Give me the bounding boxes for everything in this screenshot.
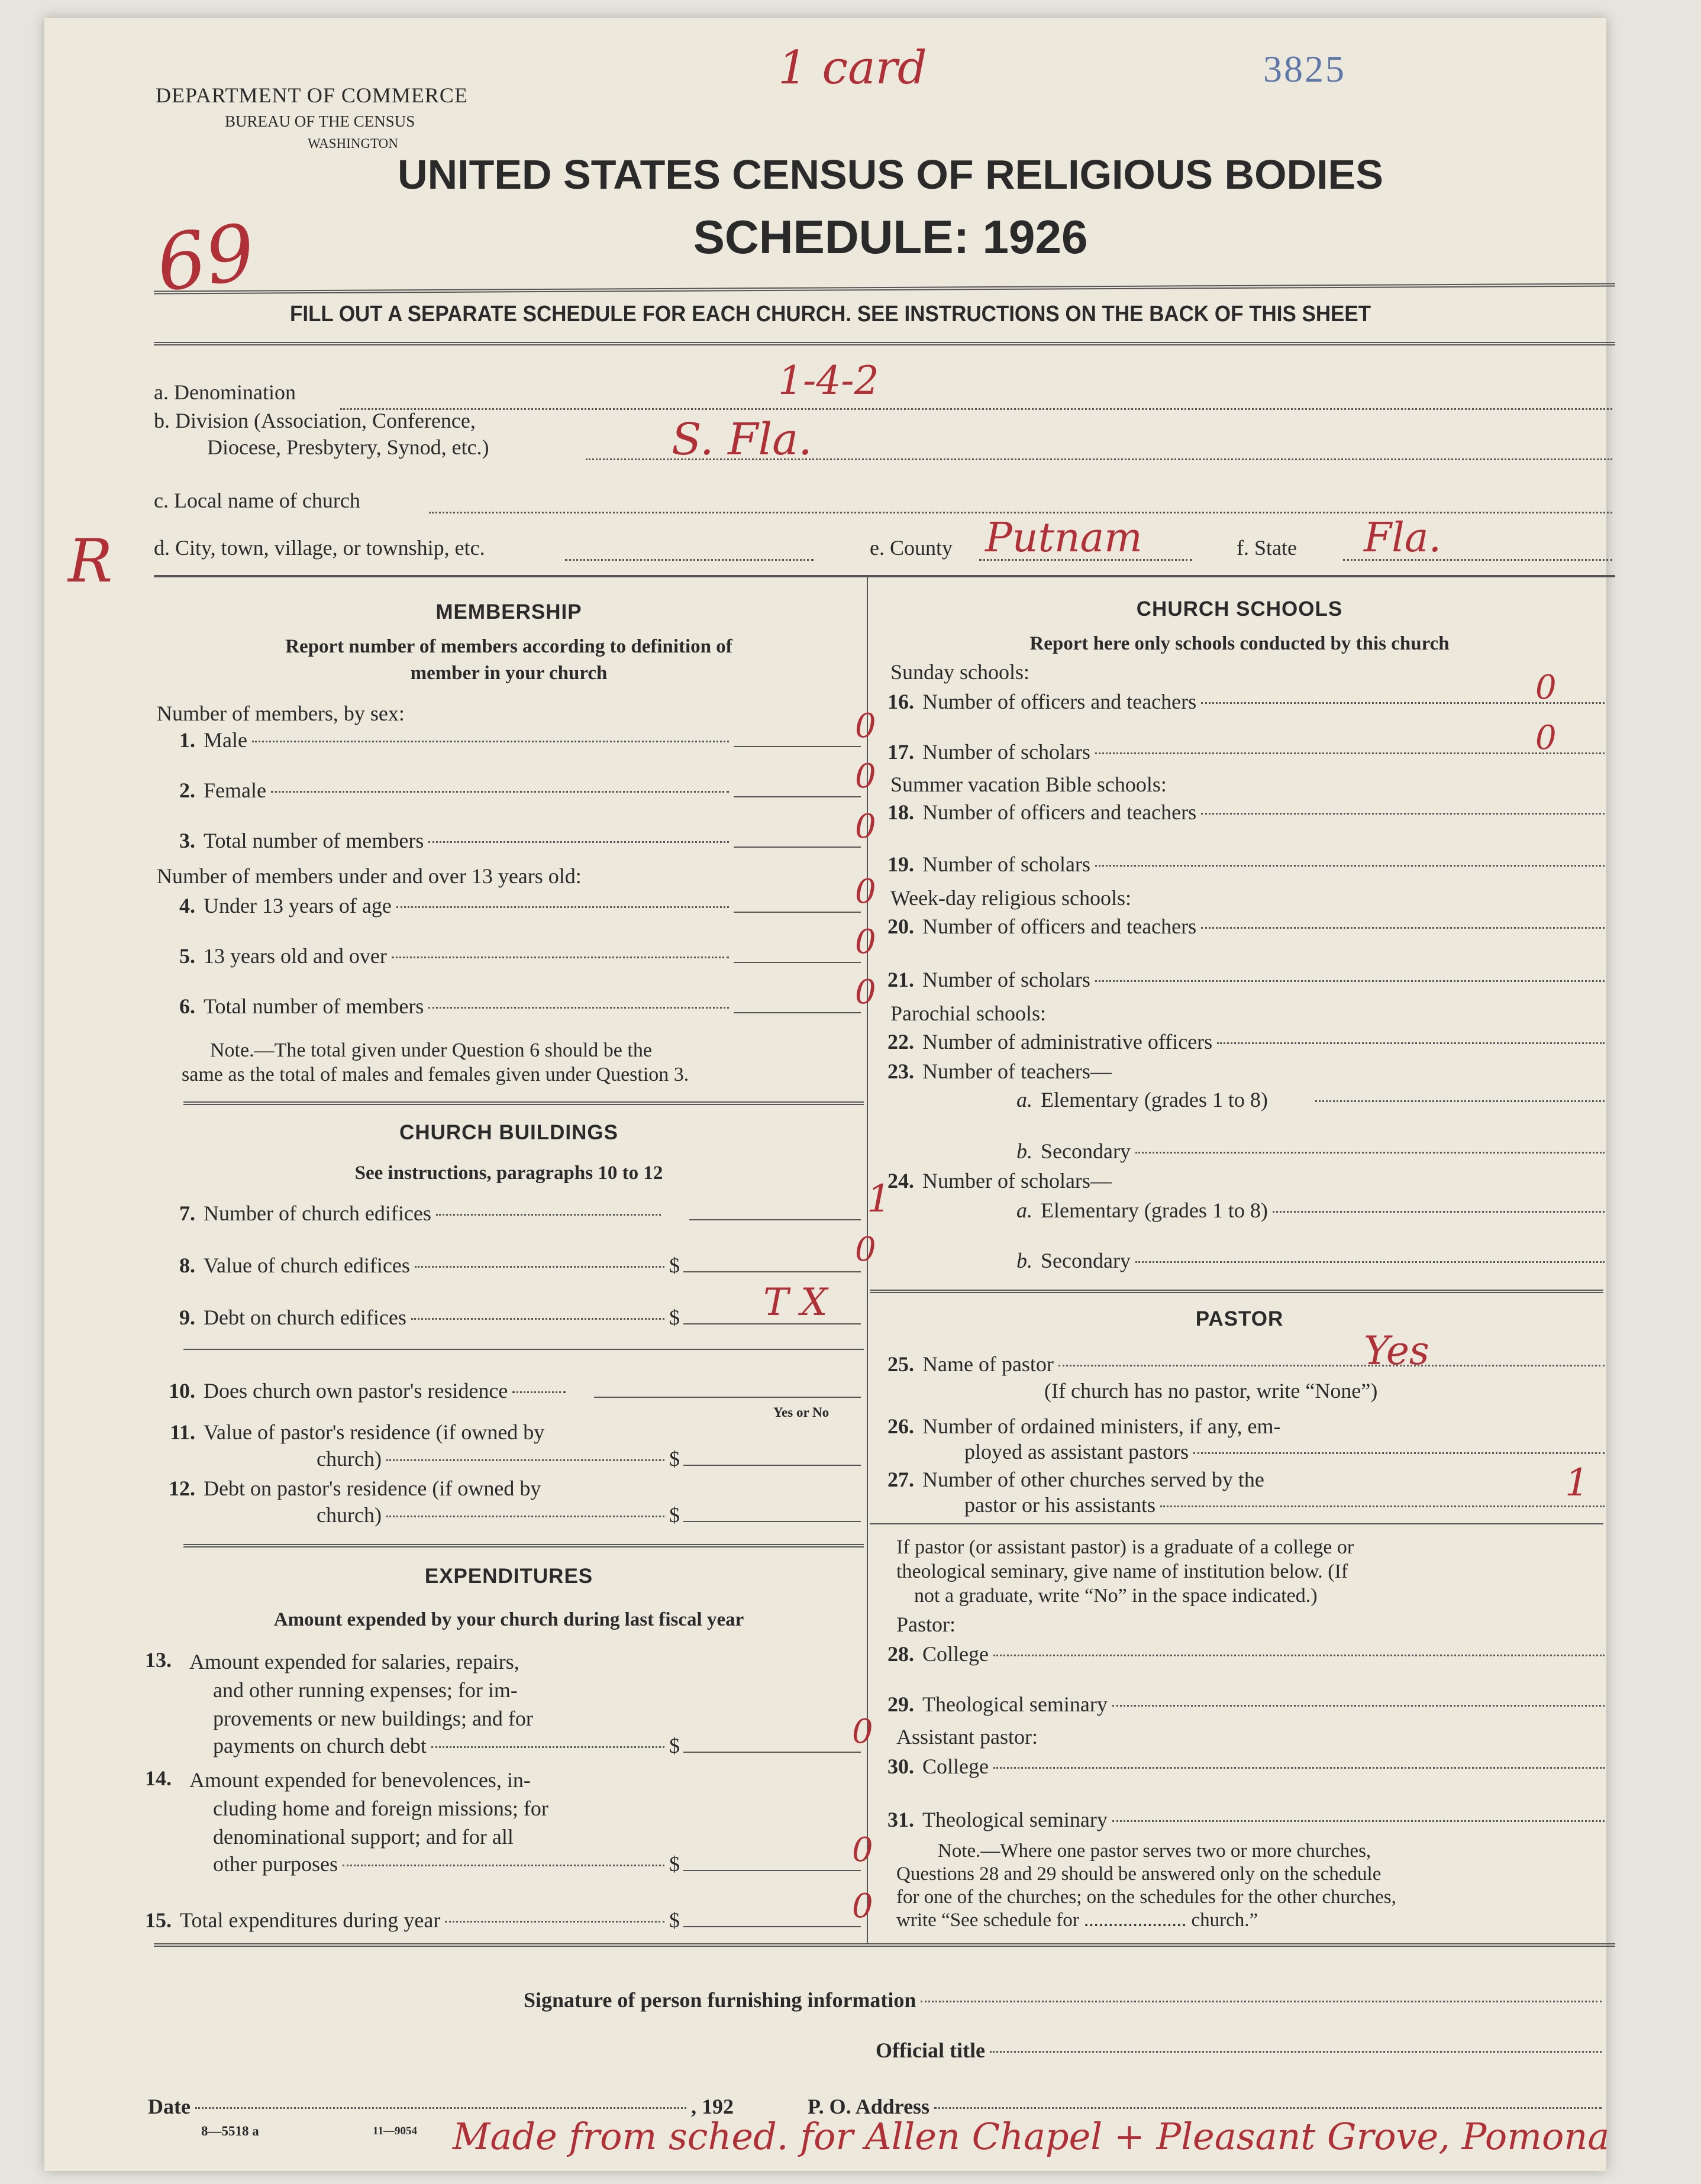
denomination-field[interactable]	[340, 408, 1612, 410]
handwritten-division: S. Fla.	[672, 414, 812, 465]
question-18: 18. Number of officers and teachers	[873, 800, 1609, 825]
question-27: 27. Number of other churches served by the	[887, 1468, 1264, 1491]
expenditures-sub: Amount expended by your church during last fiscal year	[273, 1609, 744, 1630]
handwritten-female: 0	[855, 757, 876, 796]
handwritten-pastor: Yes	[1364, 1328, 1429, 1374]
residence-value-answer[interactable]	[683, 1465, 861, 1466]
department-name: DEPARTMENT OF COMMERCE	[156, 83, 468, 107]
pastor-heading: PASTOR	[1195, 1307, 1284, 1330]
edifices-answer[interactable]	[689, 1219, 861, 1220]
question-14-last: other purposes $	[154, 1852, 861, 1876]
question-29: 29. Theological seminary	[873, 1692, 1609, 1717]
divider	[183, 1544, 864, 1547]
question-24b: b. Secondary	[873, 1248, 1609, 1273]
state-label: f. State	[1237, 536, 1297, 560]
handwritten-card-note: 1 card	[778, 41, 927, 95]
summer-label: Summer vacation Bible schools:	[890, 773, 1167, 796]
form-code-2: 11—9054	[373, 2125, 417, 2137]
question-19: 19. Number of scholars	[873, 852, 1609, 877]
handwritten-edifices: 1	[867, 1177, 891, 1221]
pastor-label: Pastor:	[896, 1613, 956, 1636]
question-13-last: payments on church debt $	[154, 1733, 861, 1758]
over-13-answer[interactable]	[734, 962, 861, 963]
local-name-label: c. Local name of church	[154, 489, 360, 512]
po-address-row: P. O. Address	[808, 2094, 1606, 2119]
total-members-answer[interactable]	[734, 847, 861, 848]
question-7: 7. Number of church edifices	[154, 1201, 861, 1226]
instruction-banner: FILL OUT A SEPARATE SCHEDULE FOR EACH CHURCH. SEE INSTRUCTIONS ON THE BACK OF THIS SHEET	[290, 302, 1371, 327]
total-expenditures-answer[interactable]	[683, 1926, 861, 1927]
membership-note: Note.—The total given under Question 6 should be the	[210, 1039, 652, 1061]
handwritten-total6: 0	[855, 973, 876, 1012]
handwritten-value: 0	[855, 1230, 876, 1269]
divider	[154, 342, 1615, 345]
benevolences-answer[interactable]	[683, 1870, 861, 1871]
question-8: 8. Value of church edifices $	[154, 1253, 861, 1278]
city-label: d. City, town, village, or township, etc.	[154, 536, 485, 560]
handwritten-q14: 0	[852, 1831, 873, 1869]
running-expenses-answer[interactable]	[683, 1752, 861, 1753]
question-21: 21. Number of scholars	[873, 967, 1609, 992]
edifice-value-answer[interactable]	[683, 1271, 861, 1272]
question-6: 6. Total number of members	[154, 994, 861, 1019]
divider	[183, 1101, 864, 1105]
po-address-field[interactable]	[934, 2107, 1602, 2109]
form-schedule-year: SCHEDULE: 1926	[693, 211, 1088, 263]
handwritten-q15: 0	[852, 1887, 873, 1925]
date-row: Date , 192	[148, 2095, 734, 2118]
pastor-none-hint: (If church has no pastor, write “None”)	[1044, 1379, 1378, 1403]
residence-debt-answer[interactable]	[683, 1521, 861, 1522]
question-26: 26. Number of ordained ministers, if any, em-	[887, 1414, 1281, 1438]
handwritten-r: R	[68, 526, 113, 596]
female-answer[interactable]	[734, 796, 861, 797]
divider	[154, 575, 1615, 577]
handwritten-male: 0	[855, 707, 876, 745]
city-name: WASHINGTON	[308, 136, 398, 151]
handwritten-state: Fla.	[1364, 515, 1442, 561]
membership-sub2: member in your church	[410, 663, 608, 684]
question-26-cont: ployed as assistant pastors	[873, 1439, 1609, 1464]
question-12: 12. Debt on pastor's residence (if owned by	[169, 1477, 541, 1500]
buildings-heading: CHURCH BUILDINGS	[399, 1121, 618, 1144]
question-31: 31. Theological seminary	[873, 1807, 1609, 1832]
question-20: 20. Number of officers and teachers	[873, 914, 1609, 939]
divider	[154, 283, 1615, 295]
membership-note-2: same as the total of males and females given under Question 3.	[182, 1064, 689, 1085]
city-field[interactable]	[565, 559, 814, 561]
question-16: 16. Number of officers and teachers	[873, 689, 1609, 714]
parochial-label: Parochial schools:	[890, 1001, 1046, 1025]
handwritten-over13: 0	[855, 923, 876, 961]
question-24: 24. Number of scholars—	[887, 1169, 1112, 1193]
question-25: 25. Name of pastor	[873, 1352, 1609, 1377]
question-23: 23. Number of teachers—	[887, 1059, 1112, 1083]
q13-number: 13.	[145, 1648, 172, 1672]
question-9: 9. Debt on church edifices $	[154, 1305, 861, 1330]
question-12-cont: church) $	[154, 1503, 861, 1527]
question-4: 4. Under 13 years of age	[154, 893, 861, 918]
stamp-number: 3825	[1263, 48, 1346, 90]
buildings-sub: See instructions, paragraphs 10 to 12	[354, 1162, 663, 1184]
bureau-name: BUREAU OF THE CENSUS	[225, 112, 415, 130]
question-13: Amount expended for salaries, repairs, and other running expenses; for im- provements or new buildings; and for	[189, 1650, 533, 1730]
handwritten-q27: 1	[1565, 1461, 1589, 1505]
denomination-label: a. Denomination	[154, 380, 296, 404]
question-30: 30. College	[873, 1754, 1609, 1779]
handwritten-number: 69	[151, 206, 261, 309]
handwritten-total: 0	[855, 807, 876, 846]
question-3: 3. Total number of members	[154, 828, 861, 853]
expenditures-heading: EXPENDITURES	[424, 1565, 593, 1588]
handwritten-denomination: 1-4-2	[778, 358, 879, 403]
census-schedule-sheet	[44, 18, 1610, 2171]
question-27-cont: pastor or his assistants	[873, 1492, 1609, 1517]
question-28: 28. College	[873, 1642, 1609, 1666]
question-23a: a. Elementary (grades 1 to 8)	[873, 1087, 1609, 1112]
official-title-row: Official title	[876, 2038, 1606, 2063]
handwritten-q17: 0	[1535, 719, 1557, 757]
question-17: 17. Number of scholars	[873, 739, 1609, 764]
question-15: 15. Total expenditures during year $	[145, 1908, 861, 1933]
schools-heading: CHURCH SCHOOLS	[1136, 597, 1343, 621]
question-23b: b. Secondary	[873, 1139, 1609, 1164]
residence-answer[interactable]	[594, 1397, 861, 1398]
date-field[interactable]	[195, 2107, 686, 2109]
handwritten-q13: 0	[852, 1713, 873, 1751]
question-1: 1. Male	[154, 728, 861, 752]
form-code-1: 8—5518 a	[201, 2124, 259, 2138]
question-11: 11. Value of pastor's residence (if owned by	[169, 1420, 545, 1444]
division-label-2: Diocese, Presbytery, Synod, etc.)	[207, 435, 489, 459]
membership-heading: MEMBERSHIP	[435, 600, 582, 623]
handwritten-under13: 0	[855, 873, 876, 911]
question-5: 5. 13 years old and over	[154, 944, 861, 968]
male-answer[interactable]	[734, 746, 861, 747]
question-2: 2. Female	[154, 778, 861, 803]
pastor-note: Note.—Where one pastor serves two or more churches, Questions 28 and 29 should be answered only on the schedule for one of the churches; on the schedules for the other churches, write “See schedule for ..................... church.”	[896, 1840, 1396, 1931]
county-label: e. County	[870, 536, 953, 560]
sunday-label: Sunday schools:	[890, 660, 1030, 684]
divider	[183, 1349, 864, 1350]
under-13-answer[interactable]	[734, 912, 861, 913]
handwritten-bottom-note: Made from sched. for Allen Chapel + Pleasant Grove, Pomona	[453, 2115, 1610, 2158]
schools-sub: Report here only schools conducted by this church	[1029, 633, 1450, 654]
total-members-6-answer[interactable]	[734, 1012, 861, 1013]
division-label: b. Division (Association, Conference,	[154, 409, 476, 432]
question-22: 22. Number of administrative officers	[873, 1029, 1609, 1054]
graduate-instructions: If pastor (or assistant pastor) is a graduate of a college or theological seminary, give name of institution below. (If not a graduate, write “No” in the space indicated.)	[896, 1536, 1354, 1607]
local-name-field[interactable]	[429, 512, 1612, 513]
signature-field[interactable]	[921, 2001, 1602, 2002]
q14-number: 14.	[145, 1766, 172, 1790]
handwritten-debt: T X	[763, 1281, 828, 1324]
handwritten-county: Putnam	[985, 515, 1142, 561]
divider	[154, 1943, 1615, 1947]
age-label: Number of members under and over 13 years old:	[157, 864, 582, 888]
official-title-field[interactable]	[990, 2051, 1602, 2053]
weekday-label: Week-day religious schools:	[890, 886, 1132, 910]
divider	[870, 1523, 1603, 1524]
question-14: Amount expended for benevolences, in- cluding home and foreign missions; for denominational support; and for all	[189, 1768, 548, 1849]
question-10: 10. Does church own pastor's residence	[154, 1378, 861, 1403]
yes-or-no-hint: Yes or No	[773, 1405, 829, 1420]
handwritten-q16: 0	[1535, 668, 1557, 707]
membership-sub: Report number of members according to definition of	[285, 636, 732, 657]
by-sex-label: Number of members, by sex:	[157, 702, 405, 725]
signature-row: Signature of person furnishing information	[524, 1988, 1606, 2012]
divider	[870, 1290, 1603, 1293]
form-title: UNITED STATES CENSUS OF RELIGIOUS BODIES	[398, 151, 1383, 198]
question-24a: a. Elementary (grades 1 to 8)	[873, 1198, 1609, 1223]
assistant-label: Assistant pastor:	[896, 1725, 1038, 1749]
question-11-cont: church) $	[154, 1446, 861, 1471]
